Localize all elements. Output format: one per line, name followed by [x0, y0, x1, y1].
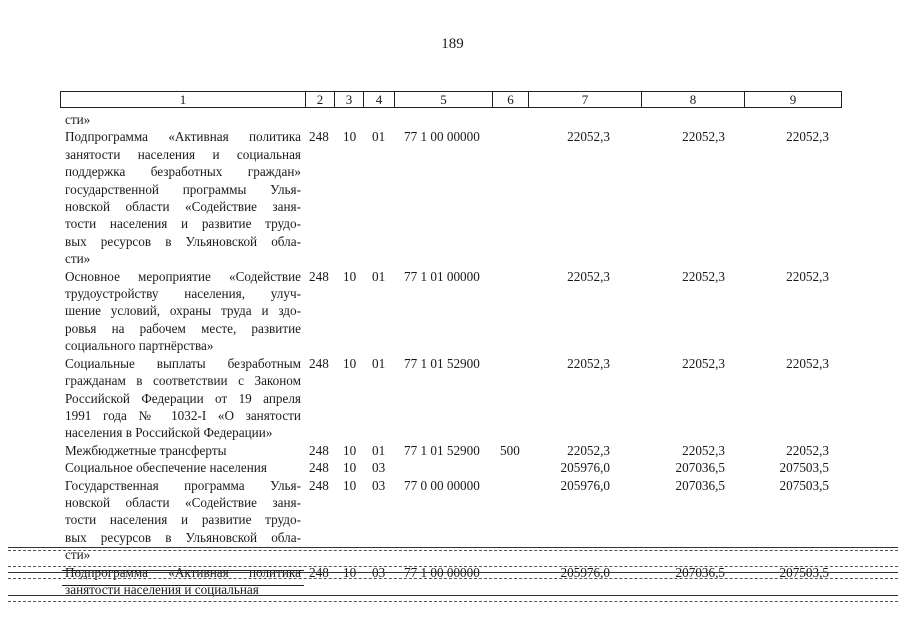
cell-col-9: 22052,3 — [786, 129, 829, 145]
cell-col-8: 207036,5 — [675, 460, 725, 476]
description-line: шение условий, охраны труда и здо- — [65, 303, 301, 319]
header-col-7: 7 — [528, 92, 641, 107]
cell-col-2: 248 — [309, 564, 329, 580]
description-line: Межбюджетные трансферты — [65, 442, 227, 458]
cell-col-5: 77 1 01 52900 — [404, 355, 480, 371]
cell-col-7: 205976,0 — [560, 564, 610, 580]
divider-line — [8, 578, 898, 579]
cell-col-2: 248 — [309, 442, 329, 458]
header-col-3: 3 — [334, 92, 363, 107]
cell-col-2: 248 — [309, 268, 329, 284]
cell-col-9: 207503,5 — [779, 564, 829, 580]
page-number: 189 — [441, 36, 464, 52]
table-row — [0, 355, 905, 442]
cell-col-2: 248 — [309, 129, 329, 145]
cell-col-2: 248 — [309, 355, 329, 371]
table-row — [0, 268, 905, 355]
table-row — [0, 111, 905, 128]
row-description — [65, 355, 301, 442]
table-header — [60, 91, 842, 108]
description-line: вых ресурсов в Ульяновской обла- — [65, 529, 301, 545]
cell-col-5: 77 1 01 00000 — [404, 268, 480, 284]
description-line: новской области «Содействие заня- — [65, 199, 301, 215]
description-line: сти» — [65, 251, 91, 267]
cell-col-4: 03 — [372, 477, 386, 493]
cell-col-2: 248 — [309, 477, 329, 493]
table-body — [0, 111, 905, 598]
cell-col-3: 10 — [343, 442, 357, 458]
header-col-6: 6 — [492, 92, 528, 107]
description-line: тости населения и развитие трудо- — [65, 216, 301, 232]
divider-line — [8, 572, 898, 573]
cell-col-3: 10 — [343, 355, 357, 371]
description-line: Подпрограмма «Активная политика — [65, 129, 301, 145]
description-line: вых ресурсов в Ульяновской обла- — [65, 233, 301, 249]
cell-col-8: 22052,3 — [682, 268, 725, 284]
cell-col-7: 22052,3 — [567, 129, 610, 145]
cell-col-4: 01 — [372, 442, 386, 458]
row-description — [65, 442, 301, 459]
description-line: сти» — [65, 112, 91, 127]
description-line: Подпрограмма «Активная политика — [65, 564, 301, 580]
cell-col-4: 01 — [372, 355, 386, 371]
header-col-9: 9 — [744, 92, 841, 107]
header-col-5: 5 — [394, 92, 492, 107]
cell-col-3: 10 — [343, 564, 357, 580]
cell-col-3: 10 — [343, 268, 357, 284]
description-line: Социальное обеспечение населения — [65, 460, 267, 476]
description-line: государственной программы Улья- — [65, 181, 301, 197]
description-line: тости населения и развитие трудо- — [65, 512, 301, 528]
description-line: занятости населения и социальная — [65, 581, 259, 597]
cell-col-8: 22052,3 — [682, 129, 725, 145]
cell-col-4: 03 — [372, 564, 386, 580]
cell-col-9: 22052,3 — [786, 355, 829, 371]
cell-col-5: 77 1 00 00000 — [404, 129, 480, 145]
description-line: населения в Российской Федерации» — [65, 425, 273, 441]
cell-col-5: 77 1 01 52900 — [404, 442, 480, 458]
cell-col-9: 22052,3 — [786, 268, 829, 284]
description-line: ровья на рабочем месте, развитие — [65, 320, 301, 336]
description-line: Российской Федерации от 19 апреля — [65, 390, 301, 406]
description-line: Социальные выплаты безработным — [65, 355, 301, 371]
row-description — [65, 111, 301, 128]
description-line: Государственная программа Улья- — [65, 477, 301, 493]
divider-line — [8, 550, 898, 551]
cell-col-8: 207036,5 — [675, 564, 725, 580]
row-description — [65, 128, 301, 267]
cell-col-5: 77 0 00 00000 — [404, 477, 480, 493]
divider-line — [8, 595, 898, 596]
strikethrough-line — [62, 585, 304, 586]
divider-line — [8, 547, 898, 548]
table-row — [0, 459, 905, 476]
description-line: занятости населения и социальная — [65, 146, 301, 162]
header-col-1: 1 — [179, 92, 187, 107]
cell-col-9: 207503,5 — [779, 477, 829, 493]
description-line: поддержка безработных граждан» — [65, 164, 301, 180]
header-col-4: 4 — [363, 92, 394, 107]
header-col-2: 2 — [305, 92, 334, 107]
cell-col-2: 248 — [309, 460, 329, 476]
cell-col-4: 03 — [372, 460, 386, 476]
description-line: новской области «Содействие заня- — [65, 494, 301, 510]
cell-col-9: 22052,3 — [786, 442, 829, 458]
cell-col-4: 01 — [372, 268, 386, 284]
cell-col-7: 22052,3 — [567, 442, 610, 458]
cell-col-8: 22052,3 — [682, 442, 725, 458]
cell-col-3: 10 — [343, 129, 357, 145]
cell-col-9: 207503,5 — [779, 460, 829, 476]
description-line: 1991 года № 1032-I «О занятости — [65, 407, 301, 423]
table-row — [0, 564, 905, 599]
cell-col-5: 77 1 00 00000 — [404, 564, 480, 580]
table-row — [0, 128, 905, 267]
cell-col-8: 22052,3 — [682, 355, 725, 371]
header-col-8: 8 — [641, 92, 744, 107]
cell-col-7: 205976,0 — [560, 460, 610, 476]
cell-col-7: 22052,3 — [567, 268, 610, 284]
description-line: гражданам в соответствии с Законом — [65, 373, 301, 389]
row-description — [65, 268, 301, 355]
description-line: сти» — [65, 547, 91, 563]
description-line: социального партнёрства» — [65, 338, 214, 354]
row-description — [65, 564, 301, 599]
table-row — [0, 442, 905, 459]
cell-col-7: 205976,0 — [560, 477, 610, 493]
cell-col-8: 207036,5 — [675, 477, 725, 493]
strikethrough-line — [62, 570, 304, 571]
description-line: трудоустройству населения, улуч- — [65, 286, 301, 302]
cell-col-7: 22052,3 — [567, 355, 610, 371]
cell-col-3: 10 — [343, 477, 357, 493]
cell-col-3: 10 — [343, 460, 357, 476]
cell-col-4: 01 — [372, 129, 386, 145]
divider-line — [8, 601, 898, 602]
row-description — [65, 459, 301, 476]
divider-line — [8, 566, 898, 567]
cell-col-6: 500 — [500, 442, 520, 458]
description-line: Основное мероприятие «Содействие — [65, 268, 301, 284]
